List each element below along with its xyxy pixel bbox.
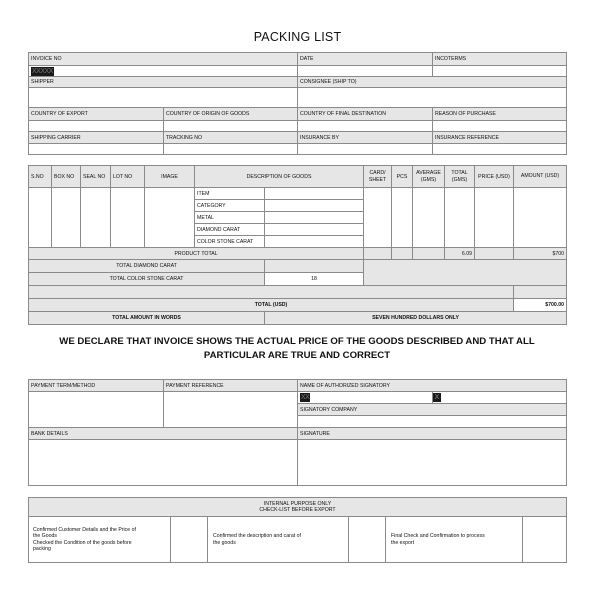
insurance-by-label: INSURANCE BY (298, 132, 433, 144)
cell-total-gms[interactable] (445, 188, 475, 248)
desc-label-diamond-carat: DIAMOND CARAT (195, 224, 265, 236)
payment-reference-field[interactable] (164, 392, 298, 428)
cell-image[interactable] (145, 188, 195, 248)
date-field[interactable] (298, 66, 433, 77)
payment-term-field[interactable] (29, 392, 164, 428)
country-origin-label: COUNTRY OF ORIGIN OF GOODS (164, 108, 298, 121)
product-total-card-sheet (364, 248, 392, 260)
insurance-by-field[interactable] (298, 144, 433, 155)
checklist-item3-line1: Final Check and Confirmation to process (391, 533, 485, 540)
signatory-company-label: SIGNATORY COMPANY (298, 404, 567, 416)
product-total-label: PRODUCT TOTAL (29, 248, 364, 260)
cell-lot-no[interactable] (111, 188, 145, 248)
cell-card-sheet[interactable] (364, 188, 392, 248)
desc-value-category[interactable] (265, 200, 364, 212)
checklist-item1-line1: Confirmed Customer Details and the Price of (33, 526, 136, 533)
shipper-field[interactable] (29, 88, 298, 108)
signatory-extra-field[interactable] (433, 392, 567, 404)
country-destination-field[interactable] (298, 121, 433, 132)
payment-signatory-table (28, 379, 567, 486)
product-total-gms: 6.09 (445, 248, 475, 260)
checklist-item1-line2: the Goods (33, 533, 57, 540)
desc-label-metal: METAL (195, 212, 265, 224)
cell-box-no[interactable] (52, 188, 81, 248)
country-export-label: COUNTRY OF EXPORT (29, 108, 164, 121)
declaration-text: WE DECLARE THAT INVOICE SHOWS THE ACTUAL PRICE OF THE GOODS DESCRIBED AND THAT ALL PARTICULAR ARE TRUE AND CORRECT (59, 336, 535, 361)
tracking-no-label: TRACKING NO (164, 132, 298, 144)
bank-details-field[interactable] (29, 440, 298, 486)
consignee-label: CONSIGNEE (SHIP TO) (298, 77, 567, 88)
country-export-field[interactable] (29, 121, 164, 132)
checklist-item3-line2: the export (391, 539, 415, 546)
document-title: PACKING LIST (253, 30, 342, 44)
desc-value-metal[interactable] (265, 212, 364, 224)
desc-value-color-stone-carat[interactable] (265, 236, 364, 248)
checklist-heading-line1: INTERNAL PURPOSE ONLY (263, 500, 332, 507)
col-image: IMAGE (145, 166, 195, 188)
checklist-item1-line4: packing (33, 545, 51, 552)
desc-value-diamond-carat[interactable] (265, 224, 364, 236)
export-checklist (28, 497, 567, 563)
consignee-field[interactable] (298, 88, 567, 108)
desc-label-category: CATEGORY (195, 200, 265, 212)
total-color-stone-carat-label: TOTAL COLOR STONE CARAT (29, 273, 265, 286)
invoice-no-value: XXXXX (32, 67, 53, 75)
invoice-no-field[interactable] (29, 66, 298, 77)
incoterms-label: INCOTERMS (433, 53, 567, 66)
product-total-price (475, 248, 514, 260)
desc-value-item[interactable] (265, 188, 364, 200)
col-pcs: PCS (392, 166, 413, 188)
col-average-gms: AVERAGE (GMS) (413, 166, 445, 188)
total-usd-label: TOTAL (USD) (29, 299, 514, 312)
total-diamond-carat-value[interactable] (265, 260, 364, 273)
col-seal-no: SEAL NO (81, 166, 111, 188)
checklist-heading-line2: CHECK-LIST BEFORE EXPORT (259, 507, 336, 513)
cell-pcs[interactable] (392, 188, 413, 248)
payment-reference-label: PAYMENT REFERENCE (164, 380, 298, 392)
shipping-carrier-label: SHIPPING CARRIER (29, 132, 164, 144)
col-total-gms: TOTAL (GMS) (445, 166, 475, 188)
checklist-check-box-1[interactable] (171, 517, 208, 563)
date-label: DATE (298, 53, 433, 66)
cell-price-usd[interactable] (475, 188, 514, 248)
desc-label-item: ITEM (195, 188, 265, 200)
reason-purchase-field[interactable] (433, 121, 567, 132)
col-price-usd: PRICE (USD) (475, 166, 514, 188)
col-sno: S.NO (29, 166, 52, 188)
signature-label: SIGNATURE (298, 428, 567, 440)
insurance-reference-label: INSURANCE REFERENCE (433, 132, 567, 144)
col-card-sheet: CARD/ SHEET (364, 166, 392, 188)
shipment-info-table (28, 52, 567, 155)
total-color-stone-carat-value[interactable]: 18 (265, 273, 364, 286)
total-usd-value: $700.00 (514, 299, 567, 312)
checklist-check-box-2[interactable] (349, 517, 386, 563)
shipping-carrier-field[interactable] (29, 144, 164, 155)
checklist-item2-line1: Confirmed the description and carat of (213, 533, 301, 540)
invoice-no-label: INVOICE NO (29, 53, 298, 66)
summary-blank-area (364, 260, 567, 286)
checklist-item-description-carat (208, 517, 349, 563)
country-origin-field[interactable] (164, 121, 298, 132)
cell-seal-no[interactable] (81, 188, 111, 248)
payment-term-label: PAYMENT TERM/METHOD (29, 380, 164, 392)
checklist-check-box-3[interactable] (523, 517, 567, 563)
signatory-name-value: XX (301, 394, 310, 401)
spacer-row (29, 286, 514, 299)
authorized-signatory-label: NAME OF AUTHORIZED SIGNATORY (298, 380, 567, 392)
amount-in-words-label: TOTAL AMOUNT IN WORDS (29, 312, 265, 325)
checklist-item2-line2: the goods (213, 539, 236, 546)
col-box-no: BOX NO (52, 166, 81, 188)
checklist-item1-line3: Checked the Condition of the goods before (33, 539, 132, 546)
total-diamond-carat-label: TOTAL DIAMOND CARAT (29, 260, 265, 273)
cell-sno[interactable] (29, 188, 52, 248)
cell-amount-usd[interactable] (514, 188, 567, 248)
goods-table (28, 165, 567, 325)
signatory-name-field[interactable] (298, 392, 433, 404)
col-lot-no: LOT NO (111, 166, 145, 188)
insurance-reference-field[interactable] (433, 144, 567, 155)
col-amount-usd: AMOUNT (USD) (514, 166, 567, 188)
country-destination-label: COUNTRY OF FINAL DESTINATION (298, 108, 433, 121)
bank-details-label: BANK DETAILS (29, 428, 298, 440)
checklist-item-customer-details (29, 517, 171, 563)
reason-purchase-label: REASON OF PURCHASE (433, 108, 567, 121)
checklist-heading (29, 498, 567, 517)
spacer-row-end (514, 286, 567, 299)
desc-label-color-stone-carat: COLOR STONE CARAT (195, 236, 265, 248)
tracking-no-field[interactable] (164, 144, 298, 155)
checklist-item-final-check (386, 517, 523, 563)
signature-field[interactable] (298, 440, 567, 486)
product-total-pcs (392, 248, 413, 260)
amount-in-words-value: SEVEN HUNDRED DOLLARS ONLY (265, 312, 567, 325)
col-description: DESCRIPTION OF GOODS (195, 166, 364, 188)
signatory-company-field[interactable] (298, 416, 567, 428)
cell-average-gms[interactable] (413, 188, 445, 248)
shipper-label: SHIPPER (29, 77, 298, 88)
product-total-amount: $700 (514, 248, 567, 260)
incoterms-field[interactable] (433, 66, 567, 77)
signatory-mark: X (434, 394, 440, 401)
product-total-average (413, 248, 445, 260)
